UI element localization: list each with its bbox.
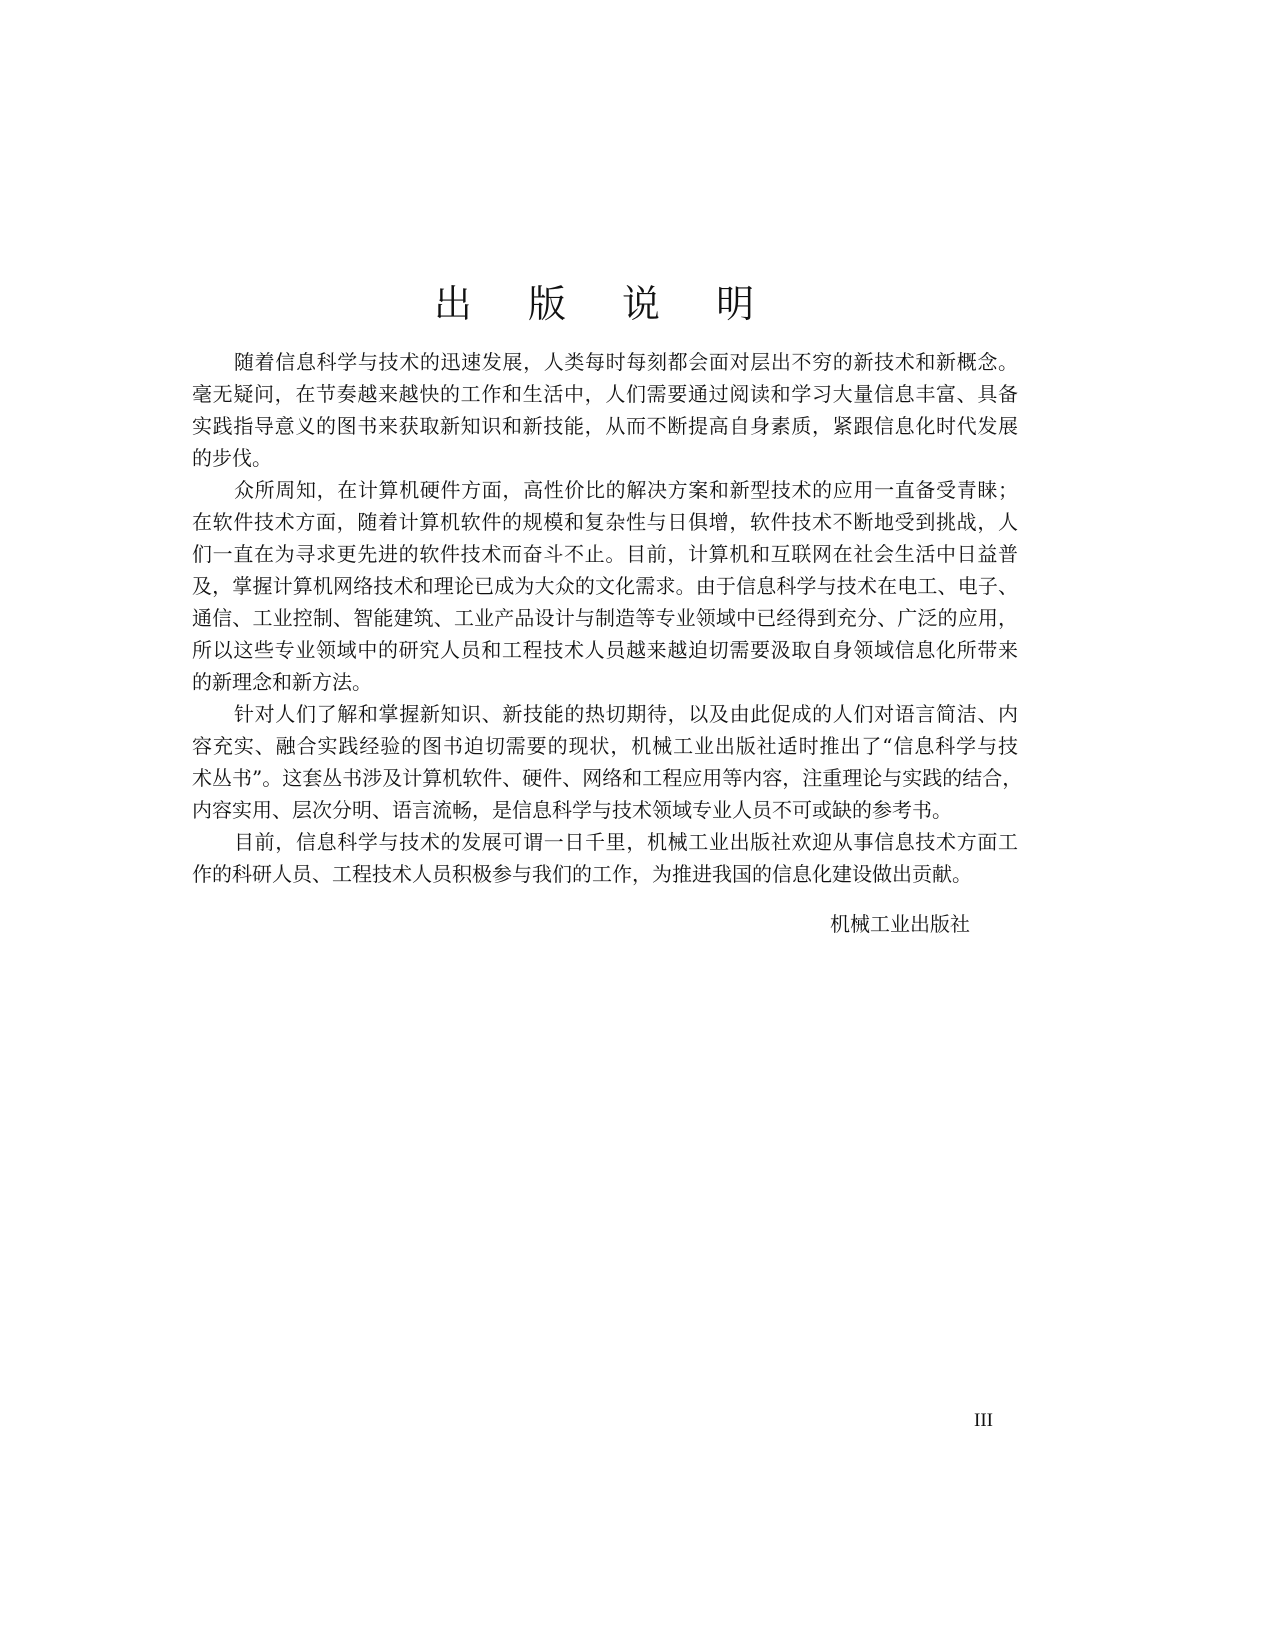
text-line: 作的科研人员、工程技术人员积极参与我们的工作，为推进我国的信息化建设做出贡献。 bbox=[192, 862, 972, 886]
text-line: 及，掌握计算机网络技术和理论已成为大众的文化需求。由于信息科学与技术在电工、电子、 bbox=[192, 574, 1018, 598]
text-line: 实践指导意义的图书来获取新知识和新技能，从而不断提高自身素质，紧跟信息化时代发展 bbox=[192, 414, 1018, 438]
text-line: 随着信息科学与技术的迅速发展，人类每时每刻都会面对层出不穷的新技术和新概念。 bbox=[234, 350, 1018, 374]
text-line: 的步伐。 bbox=[192, 446, 272, 470]
paragraph bbox=[192, 698, 1023, 826]
publisher-signature: 机械工业出版社 bbox=[830, 912, 970, 936]
text-line: 在软件技术方面，随着计算机软件的规模和复杂性与日俱增，软件技术不断地受到挑战，人 bbox=[192, 510, 1018, 534]
text-line: 容充实、融合实践经验的图书迫切需要的现状，机械工业出版社适时推出了“信息科学与技 bbox=[192, 734, 1018, 758]
text-line: 内容实用、层次分明、语言流畅，是信息科学与技术领域专业人员不可或缺的参考书。 bbox=[192, 798, 952, 822]
page-number: III bbox=[974, 1410, 993, 1431]
page-title: 出 版 说 明 bbox=[433, 282, 777, 327]
document-body bbox=[192, 346, 1023, 890]
paragraph bbox=[192, 474, 1018, 698]
text-line: 术丛书”。这套丛书涉及计算机软件、硬件、网络和工程应用等内容，注重理论与实践的结合， bbox=[192, 766, 1023, 790]
text-line: 所以这些专业领域中的研究人员和工程技术人员越来越迫切需要汲取自身领域信息化所带来 bbox=[192, 638, 1018, 662]
text-line: 众所周知，在计算机硬件方面，高性价比的解决方案和新型技术的应用一直备受青睐； bbox=[234, 478, 1018, 502]
paragraph bbox=[192, 346, 1018, 474]
text-line: 通信、工业控制、智能建筑、工业产品设计与制造等专业领域中已经得到充分、广泛的应用， bbox=[192, 606, 1018, 630]
paragraph bbox=[192, 826, 1018, 890]
text-line: 目前，信息科学与技术的发展可谓一日千里，机械工业出版社欢迎从事信息技术方面工 bbox=[234, 830, 1018, 854]
text-line: 们一直在为寻求更先进的软件技术而奋斗不止。目前，计算机和互联网在社会生活中日益普 bbox=[192, 542, 1018, 566]
text-line: 毫无疑问，在节奏越来越快的工作和生活中，人们需要通过阅读和学习大量信息丰富、具备 bbox=[192, 382, 1018, 406]
text-line: 针对人们了解和掌握新知识、新技能的热切期待，以及由此促成的人们对语言简洁、内 bbox=[234, 702, 1018, 726]
text-line: 的新理念和新方法。 bbox=[192, 670, 372, 694]
